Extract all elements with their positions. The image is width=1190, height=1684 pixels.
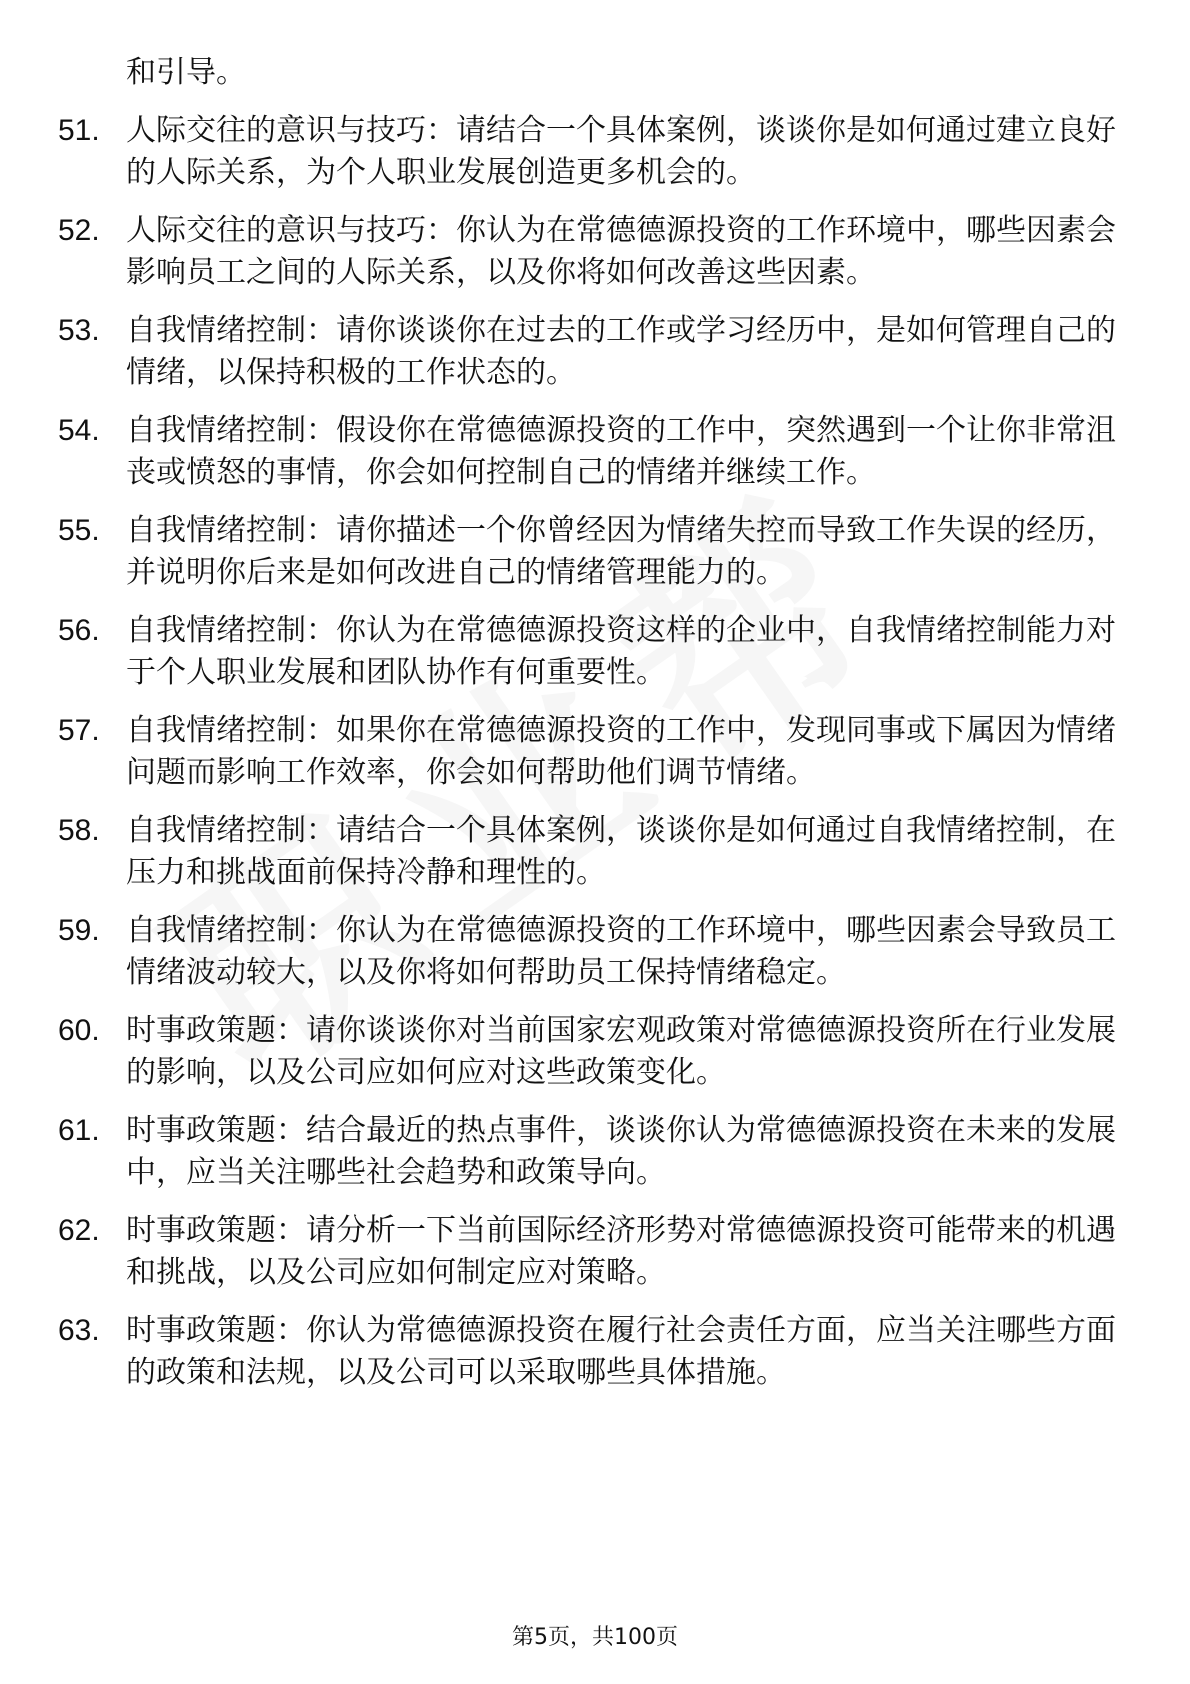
- question-item: [58, 1110, 1118, 1194]
- question-number: 60.: [58, 1014, 100, 1047]
- question-item: [58, 210, 1118, 294]
- question-item: [58, 1310, 1118, 1394]
- question-number: 51.: [58, 114, 100, 147]
- question-item: [58, 110, 1118, 194]
- question-number: 58.: [58, 814, 100, 847]
- question-number: 53.: [58, 314, 100, 347]
- question-text: 人际交往的意识与技巧：你认为在常德德源投资的工作环境中，哪些因素会影响员工之间的人际关系，以及你将如何改善这些因素。: [126, 213, 1116, 290]
- question-text: 自我情绪控制：你认为在常德德源投资的工作环境中，哪些因素会导致员工情绪波动较大，以及你将如何帮助员工保持情绪稳定。: [126, 913, 1116, 990]
- question-number: 61.: [58, 1114, 100, 1147]
- question-text: 时事政策题：请你谈谈你对当前国家宏观政策对常德德源投资所在行业发展的影响，以及公司应如何应对这些政策变化。: [126, 1013, 1116, 1090]
- question-number: 52.: [58, 214, 100, 247]
- question-item: [58, 1210, 1118, 1294]
- question-item: [58, 810, 1118, 894]
- question-item: [58, 610, 1118, 694]
- question-item: [58, 910, 1118, 994]
- question-number: 57.: [58, 714, 100, 747]
- question-item: [58, 710, 1118, 794]
- question-item: [58, 510, 1118, 594]
- question-text: 自我情绪控制：如果你在常德德源投资的工作中，发现同事或下属因为情绪问题而影响工作效率，你会如何帮助他们调节情绪。: [126, 713, 1116, 790]
- question-number: 55.: [58, 514, 100, 547]
- question-number: 63.: [58, 1314, 100, 1347]
- question-text: 自我情绪控制：假设你在常德德源投资的工作中，突然遇到一个让你非常沮丧或愤怒的事情，你会如何控制自己的情绪并继续工作。: [126, 413, 1116, 490]
- question-item: [58, 1010, 1118, 1094]
- question-number: 56.: [58, 614, 100, 647]
- question-text: 时事政策题：请分析一下当前国际经济形势对常德德源投资可能带来的机遇和挑战，以及公司应如何制定应对策略。: [126, 1213, 1116, 1290]
- question-text: 人际交往的意识与技巧：请结合一个具体案例，谈谈你是如何通过建立良好的人际关系，为个人职业发展创造更多机会的。: [126, 113, 1116, 190]
- page-footer: 第5页，共100页: [512, 1625, 678, 1650]
- question-text: 时事政策题：结合最近的热点事件，谈谈你认为常德德源投资在未来的发展中，应当关注哪些社会趋势和政策导向。: [126, 1113, 1116, 1190]
- question-text: 自我情绪控制：请你描述一个你曾经因为情绪失控而导致工作失误的经历，并说明你后来是如何改进自己的情绪管理能力的。: [126, 513, 1116, 590]
- question-text: 时事政策题：你认为常德德源投资在履行社会责任方面，应当关注哪些方面的政策和法规，以及公司可以采取哪些具体措施。: [126, 1313, 1116, 1390]
- question-item: [58, 410, 1118, 494]
- question-text: 自我情绪控制：请结合一个具体案例，谈谈你是如何通过自我情绪控制，在压力和挑战面前保持冷静和理性的。: [126, 813, 1116, 890]
- question-text: 自我情绪控制：你认为在常德德源投资这样的企业中，自我情绪控制能力对于个人职业发展和团队协作有何重要性。: [126, 613, 1116, 690]
- question-number: 54.: [58, 414, 100, 447]
- question-list: [58, 52, 1118, 1410]
- question-number: 62.: [58, 1214, 100, 1247]
- question-text: 自我情绪控制：请你谈谈你在过去的工作或学习经历中，是如何管理自己的情绪，以保持积极的工作状态的。: [126, 313, 1116, 390]
- question-item: [58, 310, 1118, 394]
- continuation-text: 和引导。: [126, 55, 246, 90]
- question-number: 59.: [58, 914, 100, 947]
